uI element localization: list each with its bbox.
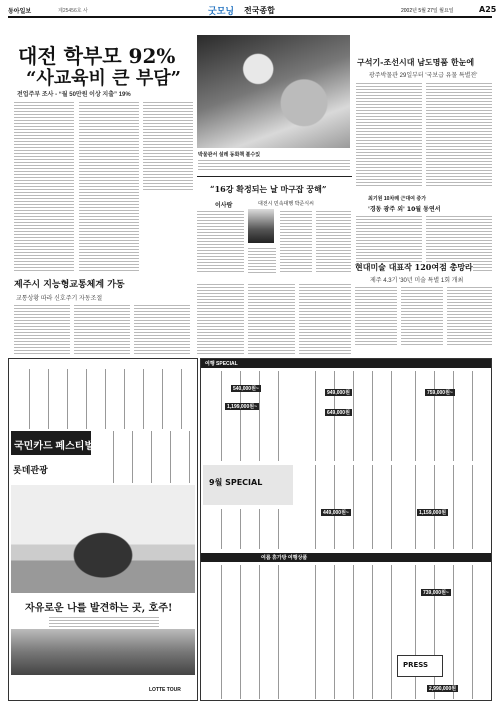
right-subhead-1: 광주박물관 29일부터 '국보급 유물 특별전': [369, 73, 478, 79]
ad-tagline-sub: [49, 615, 159, 627]
right-body-1a: [356, 81, 422, 187]
left-headline-2: 제주시 지능형교통체계 가동: [14, 280, 125, 290]
photo-caption-lead: 박물관서 설레 동화책 볼수있: [198, 152, 261, 158]
ad-summer-title: 여름 휴가방 여행상품: [261, 555, 308, 561]
ad-grid-f: [397, 465, 489, 549]
ad-lotte-tour[interactable]: [8, 358, 198, 701]
right-body-2c: [447, 285, 492, 345]
ad-summer-header: [201, 553, 491, 562]
column-headline: “16강 확정되는 날 마구잡 꿍해”: [210, 184, 327, 194]
ad-schedule-table: [11, 369, 195, 429]
ad-price-1: 540,000원~: [233, 386, 259, 392]
mid-body-2a: [197, 282, 244, 355]
ad-price-3: 949,000원: [327, 390, 350, 396]
right-body-2a: [355, 285, 397, 345]
goodmorning-logo: 굿모닝: [208, 7, 235, 17]
ad-press-title: PRESS: [403, 661, 429, 669]
ad-price-4: 649,000원: [327, 410, 350, 416]
ad-grid-d: [203, 509, 293, 549]
issue-number: 제25456호 사: [58, 8, 88, 14]
ad-grid-e: [297, 465, 393, 549]
right-headline-1: 구석기-조선시대 남도명품 한눈에: [357, 57, 475, 67]
ad-price-9: 2,990,000원: [429, 686, 457, 692]
section-title: 전국종합: [244, 6, 275, 15]
ad-tagline: 자유로운 나를 발견하는 곳, 호주!: [25, 603, 173, 614]
ad-price-5: 759,000원~: [427, 390, 453, 396]
masthead: [8, 4, 497, 18]
main-headline-1: 대전 학부모 92%: [18, 44, 176, 68]
ad-price-7: 1,159,000원: [419, 510, 447, 516]
mid-body-2b: [248, 282, 295, 355]
paper-name: 동아일보: [8, 9, 32, 15]
ad-price-8: 739,000원~: [423, 590, 449, 596]
ad-promo-9-title: 9월 SPECIAL: [209, 478, 263, 487]
ad-footer: LOTTE TOUR: [149, 687, 181, 693]
ad-grid-b: [297, 371, 393, 461]
right-subhead-2: 제주 4.3기 '30년 미술 특별 1회 개최: [370, 278, 464, 284]
right-body-1b: [426, 81, 492, 187]
ad-landscape-photo: [11, 629, 195, 675]
portrait-photo: [248, 209, 274, 243]
ad-grid-h: [297, 565, 393, 699]
main-body-col3: [143, 100, 193, 192]
feature-headline: '경동 광주 외' 10월 동연서: [368, 206, 441, 213]
right-body-2b: [401, 285, 443, 345]
column-body-4: [316, 209, 351, 273]
main-headline-2: “사교육비 큰 부담”: [26, 68, 181, 89]
column-byline: 이사람: [215, 203, 233, 209]
left-body-2a: [14, 303, 70, 355]
ad-special-header: [201, 359, 491, 368]
column-subtitle: 대전시 민속대행 박준식씨: [258, 201, 314, 207]
ad-brand-logo: 롯데관광: [13, 466, 48, 476]
main-body-col2: [79, 100, 139, 272]
ad-tour-table: [95, 431, 195, 483]
ad-grid-c: [397, 371, 489, 461]
mid-body-2c: [299, 282, 351, 355]
divider: [197, 176, 352, 177]
column-body-3: [280, 209, 312, 273]
left-body-2b: [74, 303, 130, 355]
ad-price-2: 1,199,000원~: [227, 404, 257, 410]
right-headline-2: 현대미술 대표작 120여점 총망라: [355, 262, 473, 272]
column-body-2: [248, 246, 276, 273]
left-body-2c: [134, 303, 190, 355]
ad-travel-special[interactable]: [200, 358, 492, 701]
photo-caption: [198, 158, 350, 172]
ad-jeep-photo: [11, 485, 195, 593]
ad-promo-9: [203, 465, 293, 505]
ad-grid-g: [203, 565, 293, 699]
ad-price-6: 449,000원~: [323, 510, 349, 516]
column-body-1: [197, 209, 244, 273]
ad-festival-banner: [11, 431, 95, 455]
ad-special-title: 여행 SPECIAL: [205, 361, 238, 367]
main-subhead: 전업주부 조사 - “월 50만원 이상 지출” 19%: [17, 92, 131, 98]
ad-festival-title: 국민카드 페스티벌: [14, 441, 95, 452]
issue-date: 2002년 5월 27일 월요일: [401, 8, 454, 14]
ad-grid-i: [397, 565, 489, 699]
main-body-col1: [14, 100, 74, 272]
feature-kicker: 최기원 10차례 근대여 증가: [368, 196, 427, 202]
page-number: A25: [479, 5, 497, 14]
news-photo: [197, 35, 350, 148]
ad-press-promo: [397, 655, 443, 677]
left-subhead-2: 교통상황 따라 신호주기 자동조절: [16, 296, 103, 302]
